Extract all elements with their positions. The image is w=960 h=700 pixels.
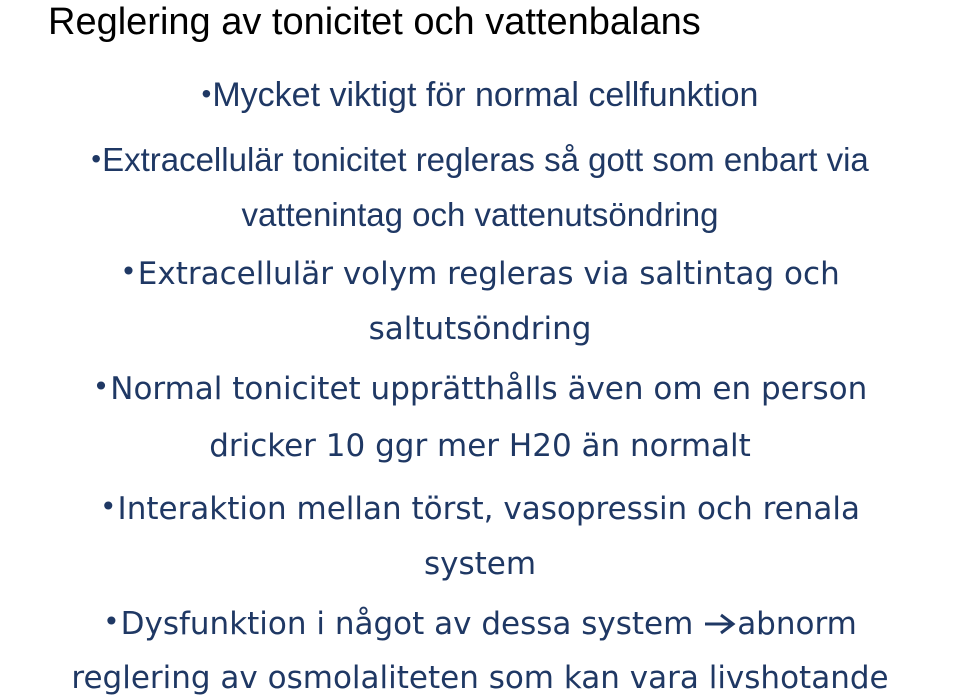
- slide-title: Reglering av tonicitet och vattenbalans: [48, 1, 701, 43]
- bullet-dot: •: [120, 255, 137, 288]
- bullet-5-line-2: system: [423, 546, 537, 582]
- bullet-4-line-2: dricker 10 ggr mer H20 än normalt: [209, 428, 751, 464]
- bullet-4: [0, 361, 960, 474]
- bullet-dot: •: [91, 143, 102, 174]
- bullet-6: [0, 598, 960, 700]
- bullet-3: [0, 247, 960, 357]
- bullet-2: [0, 133, 960, 241]
- bullet-4-line-1: Normal tonicitet upprätthålls även om en person: [110, 371, 868, 407]
- bullet-3-line-2: saltutsöndring: [368, 311, 592, 347]
- bullet-3-line-1: Extracellulär volym regleras via saltintag och: [137, 256, 840, 292]
- arrow-right-icon: [703, 600, 737, 652]
- bullet-1-line-1: Mycket viktigt för normal cellfunktion: [212, 76, 759, 114]
- bullet-dot: •: [103, 605, 120, 638]
- bullet-dot: •: [92, 370, 110, 403]
- bullet-dot: •: [100, 490, 117, 523]
- bullet-1: [0, 68, 960, 124]
- bullet-5-line-1: Interaktion mellan törst, vasopressin och renala: [117, 491, 860, 527]
- bullet-6-line-1a: Dysfunktion i något av dessa system: [120, 606, 704, 642]
- bullet-dot: •: [201, 78, 212, 109]
- bullet-2-line-2: vattenintag och vattenutsöndring: [241, 196, 719, 233]
- bullet-6-line-1b: abnorm: [737, 606, 857, 642]
- bullet-2-line-1: Extracellulär tonicitet regleras så gott som enbart via: [102, 141, 869, 178]
- bullet-5: [0, 482, 960, 592]
- bullet-6-line-2: reglering av osmolaliteten som kan vara livshotande: [71, 659, 889, 696]
